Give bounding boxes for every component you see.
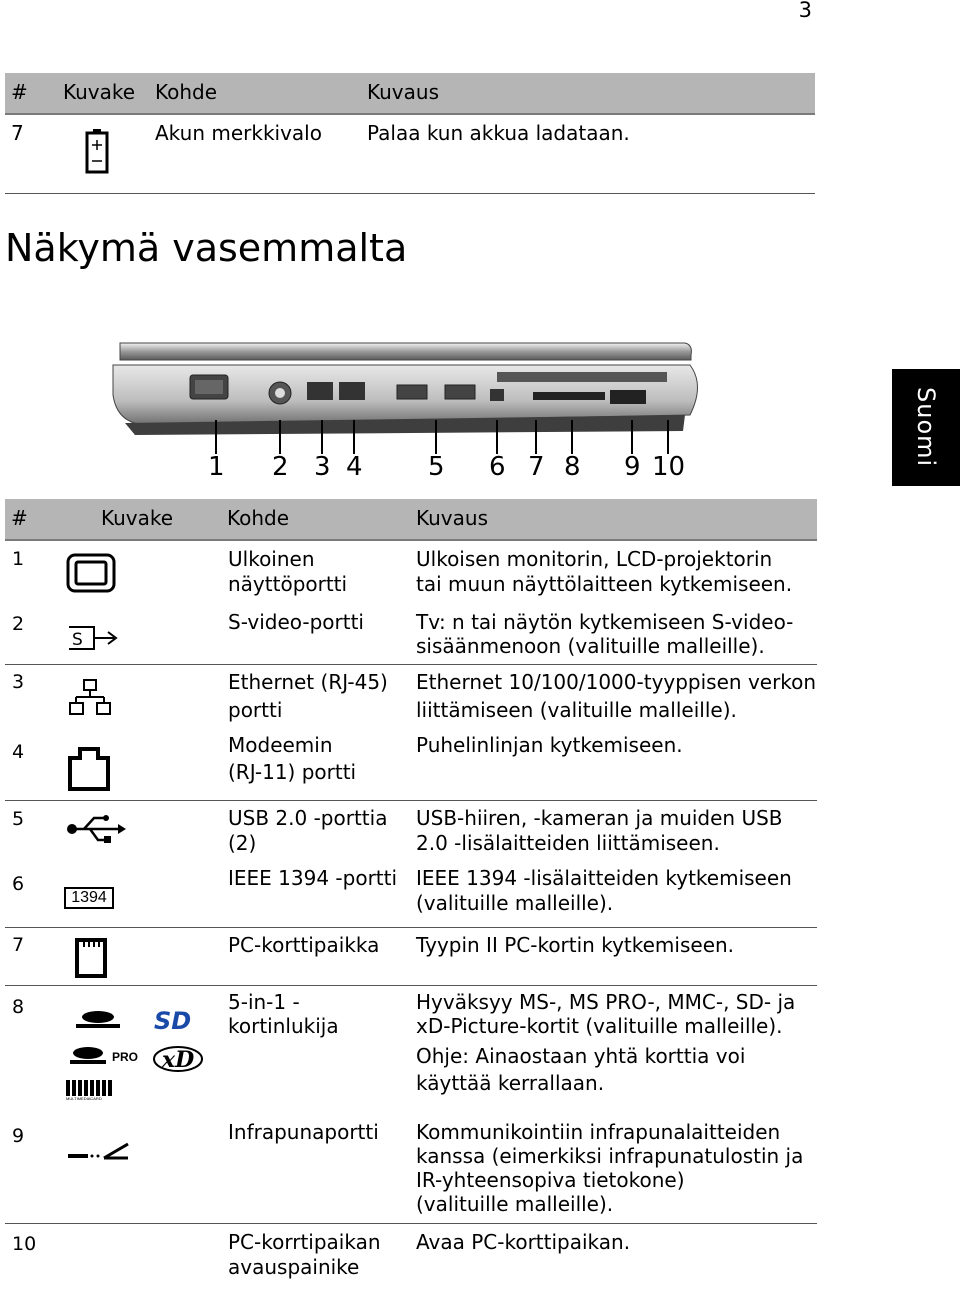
- header-item: Kohde: [155, 80, 218, 104]
- row-5-num: 5: [12, 808, 25, 830]
- row-8-note-line1: [416, 1044, 745, 1069]
- row-divider: [5, 927, 817, 928]
- row-1-num: 1: [12, 548, 25, 570]
- row-10-num: 10: [12, 1233, 37, 1255]
- memory-stick-icon: [74, 1010, 122, 1030]
- row-10-item-line2: avauspainike: [228, 1255, 360, 1279]
- header-num: #: [11, 506, 28, 530]
- row-8-num: 8: [12, 996, 25, 1018]
- row-3-desc-line2: liittämiseen (valituille malleille).: [416, 698, 737, 722]
- svg-text:xD: xD: [162, 1047, 195, 1073]
- callout-7: 7: [528, 452, 545, 482]
- row-2-desc-line1: Tv: n tai näytön kytkemiseen S-video-: [416, 610, 794, 634]
- language-tab: [892, 369, 960, 486]
- row-4-item-line2: (RJ-11) portti: [228, 760, 357, 784]
- xd-card-icon: [152, 1044, 204, 1074]
- battery-icon: [85, 128, 109, 174]
- row-9-desc-line2: kanssa (eimerkiksi infrapunatulostin ja: [416, 1144, 804, 1168]
- callout-6: 6: [489, 452, 506, 482]
- header-icon: Kuvake: [63, 80, 136, 104]
- row-4-desc-line1: Puhelinlinjan kytkemiseen.: [416, 733, 683, 757]
- infrared-icon: [66, 1138, 132, 1164]
- callout-4: 4: [346, 452, 363, 482]
- mmc-card-icon: [66, 1080, 114, 1101]
- row-9-desc-line3: IR-yhteensopiva tietokone): [416, 1168, 685, 1192]
- header-item: Kohde: [227, 506, 290, 530]
- row-10-item-line1: PC-korrtipaikan: [228, 1230, 381, 1254]
- row-3-item-line2: portti: [228, 698, 283, 722]
- ieee1394-icon: 1394: [64, 887, 114, 909]
- row-9-item-line1: Infrapunaportti: [228, 1120, 379, 1144]
- row-3-desc-line1: Ethernet 10/100/1000-tyyppisen verkon: [416, 670, 817, 694]
- row-8-item-line1: 5-in-1 -: [228, 990, 300, 1014]
- row-6-num: 6: [12, 873, 25, 895]
- row-9-desc-line1: Kommunikointiin infrapunalaitteiden: [416, 1120, 781, 1144]
- callout-9: 9: [624, 452, 641, 482]
- row-desc: Palaa kun akkua ladataan.: [367, 121, 630, 145]
- row-1-item-line1: Ulkoinen: [228, 547, 315, 571]
- mmc-card-label: MULTIMEDIACARD: [66, 1096, 102, 1101]
- row-6-desc-line2: (valituille malleille).: [416, 891, 614, 915]
- row-8-note-line2: käyttää kerrallaan.: [416, 1071, 605, 1095]
- row-item: Akun merkkivalo: [155, 121, 322, 145]
- row-5-item-line1: USB 2.0 -porttia: [228, 806, 388, 830]
- row-4-num: 4: [12, 741, 25, 763]
- pc-card-icon: [74, 937, 108, 979]
- row-7-num: 7: [12, 934, 25, 956]
- row-5-item-line2: (2): [228, 831, 257, 855]
- row-4-item-line1: Modeemin: [228, 733, 333, 757]
- row-9-desc-line4: (valituille malleille).: [416, 1192, 614, 1216]
- section-title: Näkymä vasemmalta: [5, 226, 408, 270]
- row-divider: [5, 800, 817, 801]
- header-desc: Kuvaus: [367, 80, 439, 104]
- callout-1: 1: [208, 452, 225, 482]
- language-tab-label: Suomi: [912, 387, 940, 468]
- header-icon: Kuvake: [101, 506, 174, 530]
- row-10-desc-line1: Avaa PC-korttipaikan.: [416, 1230, 631, 1254]
- top-table-row: [5, 118, 815, 188]
- monitor-port-icon: [66, 553, 116, 593]
- header-desc: Kuvaus: [416, 506, 488, 530]
- callout-2: 2: [272, 452, 289, 482]
- s-video-icon: [66, 624, 120, 652]
- row-2-num: 2: [12, 613, 25, 635]
- modem-icon: [66, 746, 112, 792]
- note-label: Ohje:: [416, 1044, 470, 1068]
- row-9-num: 9: [12, 1125, 25, 1147]
- header-num: #: [11, 80, 28, 104]
- row-2-desc-line2: sisäänmenoon (valituille malleille).: [416, 634, 765, 658]
- svg-text:SD: SD: [154, 1007, 192, 1033]
- callout-5: 5: [428, 452, 445, 482]
- row-1-desc-line1: Ulkoisen monitorin, LCD-projektorin: [416, 547, 773, 571]
- top-table-divider: [5, 193, 815, 194]
- row-8-desc-line1: Hyväksyy MS-, MS PRO-, MMC-, SD- ja: [416, 990, 796, 1014]
- top-table-header: [5, 73, 815, 115]
- ethernet-icon: [68, 678, 112, 716]
- callout-3: 3: [314, 452, 331, 482]
- row-7-desc-line1: Tyypin II PC-kortin kytkemiseen.: [416, 933, 735, 957]
- row-7-item-line1: PC-korttipaikka: [228, 933, 380, 957]
- row-1-desc-line2: tai muun näyttölaitteen kytkemiseen.: [416, 572, 793, 596]
- callout-10: 10: [652, 452, 686, 482]
- svg-text:S: S: [72, 630, 83, 650]
- note-text: Ainaostaan yhtä korttia voi: [469, 1044, 746, 1068]
- row-6-item-line1: IEEE 1394 -portti: [228, 866, 398, 890]
- row-8-item-line2: kortinlukija: [228, 1014, 339, 1038]
- memory-stick-pro-label: PRO: [112, 1050, 139, 1064]
- memory-stick-pro-icon: [68, 1046, 108, 1068]
- usb-icon: [66, 814, 126, 844]
- row-8-desc-line2: xD-Picture-kortit (valituille malleille).: [416, 1014, 783, 1038]
- callout-8: 8: [564, 452, 581, 482]
- row-3-item-line1: Ethernet (RJ-45): [228, 670, 388, 694]
- page-number: 3: [798, 0, 812, 22]
- row-divider: [5, 985, 817, 986]
- sd-card-icon: [152, 1007, 200, 1033]
- row-1-item-line2: näyttöportti: [228, 572, 348, 596]
- row-divider: [5, 664, 817, 665]
- row-divider: [5, 1223, 817, 1224]
- ports-table-header: [5, 499, 817, 541]
- row-2-item-line1: S-video-portti: [228, 610, 364, 634]
- row-5-desc-line2: 2.0 -lisälaitteiden liittämiseen.: [416, 831, 720, 855]
- row-6-desc-line1: IEEE 1394 -lisälaitteiden kytkemiseen: [416, 866, 792, 890]
- row-3-num: 3: [12, 671, 25, 693]
- row-5-desc-line1: USB-hiiren, -kameran ja muiden USB: [416, 806, 783, 830]
- row-num: 7: [11, 121, 24, 145]
